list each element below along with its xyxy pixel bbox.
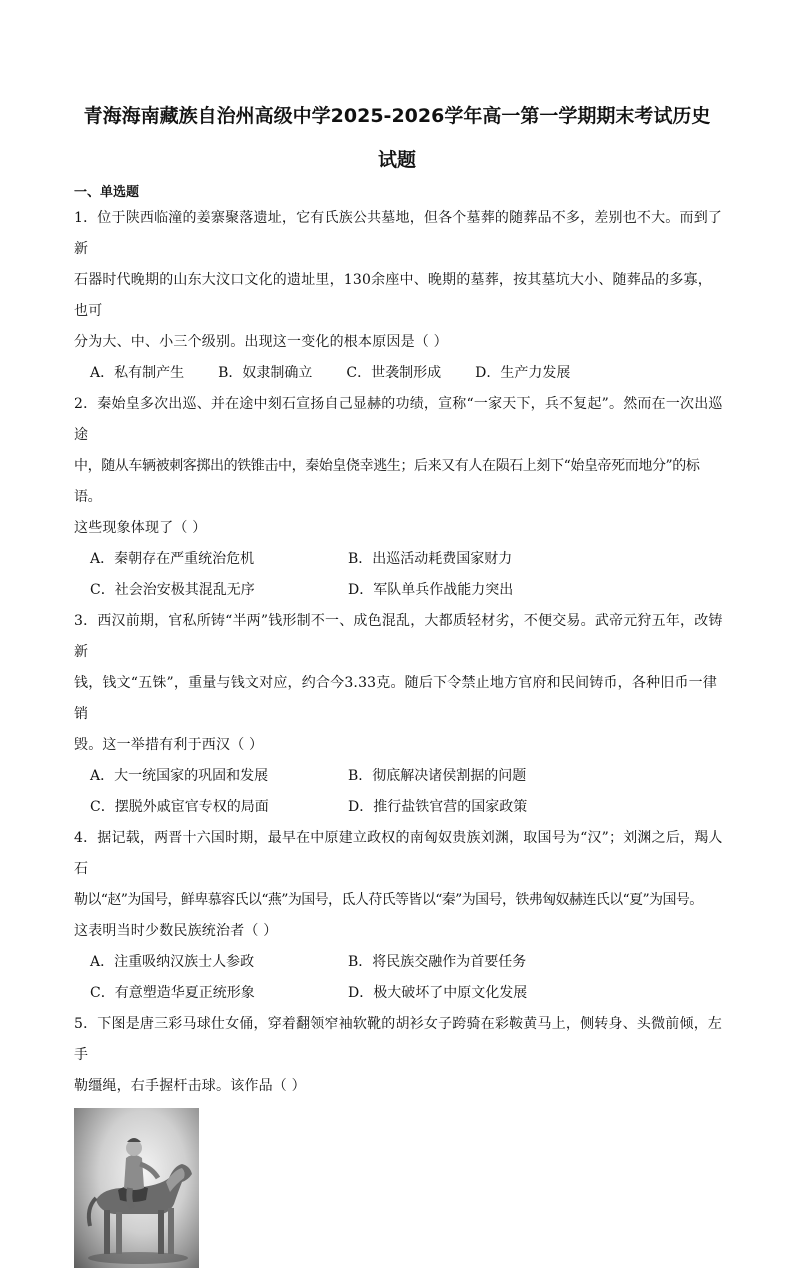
option-d[interactable]: D．推行盐铁官营的国家政策 [348,799,528,815]
question-2 [74,389,724,544]
question-1-options [74,358,724,389]
option-c[interactable]: C．世袭制形成 [346,365,442,381]
option-c[interactable]: C．社会治安极其混乱无序 [90,582,255,598]
option-b[interactable]: B．出巡活动耗费国家财力 [348,551,513,567]
question-text-line: 勒以“赵”为国号，鲜卑慕容氏以“燕”为国号，氐人苻氏等皆以“秦”为国号，铁弗匈奴赫连氏以“夏”为国号。 [74,892,703,908]
horse-rider-illustration [74,1108,199,1268]
option-b[interactable]: B．彻底解决诸侯割据的问题 [348,768,527,784]
question-text-line: 中，随从车辆被刺客掷出的铁锥击中，秦始皇侥幸逃生；后来又有人在陨石上刻下“始皇帝死而地分”的标语。 [74,458,700,505]
question-text-line: 5．下图是唐三彩马球仕女俑，穿着翻领窄袖软靴的胡衫女子跨骑在彩鞍黄马上，侧转身、头微前倾，左手 [74,1016,723,1063]
question-2-options [74,544,724,606]
question-text-line: 钱，钱文“五铢”，重量与钱文对应，约合今3.33克。随后下令禁止地方官府和民间铸币，各种旧币一律销 [74,675,718,722]
option-d[interactable]: D．军队单兵作战能力突出 [348,582,514,598]
option-b[interactable]: B．奴隶制确立 [218,365,313,381]
question-text-line: 这些现象体现了（ ） [74,520,207,536]
tang-sancai-horse-figurine-image [74,1108,199,1268]
question-text-line: 1．位于陕西临潼的姜寨聚落遗址，它有氏族公共墓地，但各个墓葬的随葬品不多，差别也不大。而到了新 [74,210,723,257]
question-4-options [74,947,724,1009]
question-text-line: 3．西汉前期，官私所铸“半两”钱形制不一、成色混乱，大都质轻材劣，不便交易。武帝元狩五年，改铸新 [74,613,723,660]
question-1 [74,203,724,358]
question-text-line: 分为大、中、小三个级别。出现这一变化的根本原因是（ ） [74,334,448,350]
question-list [74,203,724,1268]
question-3-options [74,761,724,823]
option-c[interactable]: C．有意塑造华夏正统形象 [90,985,255,1001]
option-a[interactable]: A．私有制产生 [90,365,185,381]
question-3 [74,606,724,761]
page-title-continued: 试题 [377,149,416,171]
question-text-line: 这表明当时少数民族统治者（ ） [74,923,278,939]
option-c[interactable]: C．摆脱外戚宦官专权的局面 [90,799,269,815]
question-text-line: 4．据记载，两晋十六国时期，最早在中原建立政权的南匈奴贵族刘渊，取国号为“汉”；刘渊之后，羯人石 [74,830,723,877]
page-title: 青海海南藏族自治州高级中学2025-2026学年高一第一学期期末考试历史 [83,105,711,127]
question-text-line: 石器时代晚期的山东大汶口文化的遗址里，130余座中、晚期的墓葬，按其墓坑大小、随葬品的多寡，也可 [74,272,712,319]
question-4 [74,823,724,947]
option-a[interactable]: A．大一统国家的巩固和发展 [90,768,269,784]
question-text-line: 勒缰绳，右手握杆击球。该作品（ ） [74,1078,306,1094]
option-d[interactable]: D．生产力发展 [475,365,571,381]
section-heading: 一、单选题 [74,185,140,200]
option-b[interactable]: B．将民族交融作为首要任务 [348,954,527,970]
option-a[interactable]: A．注重吸纳汉族士人参政 [90,954,255,970]
option-a[interactable]: A．秦朝存在严重统治危机 [90,551,255,567]
question-5 [74,1009,724,1102]
option-d[interactable]: D．极大破坏了中原文化发展 [348,985,528,1001]
question-text-line: 毁。这一举措有利于西汉（ ） [74,737,264,753]
question-text-line: 2．秦始皇多次出巡、并在途中刻石宣扬自己显赫的功绩，宣称“一家天下，兵不复起”。然而在一次出巡途 [74,396,723,443]
